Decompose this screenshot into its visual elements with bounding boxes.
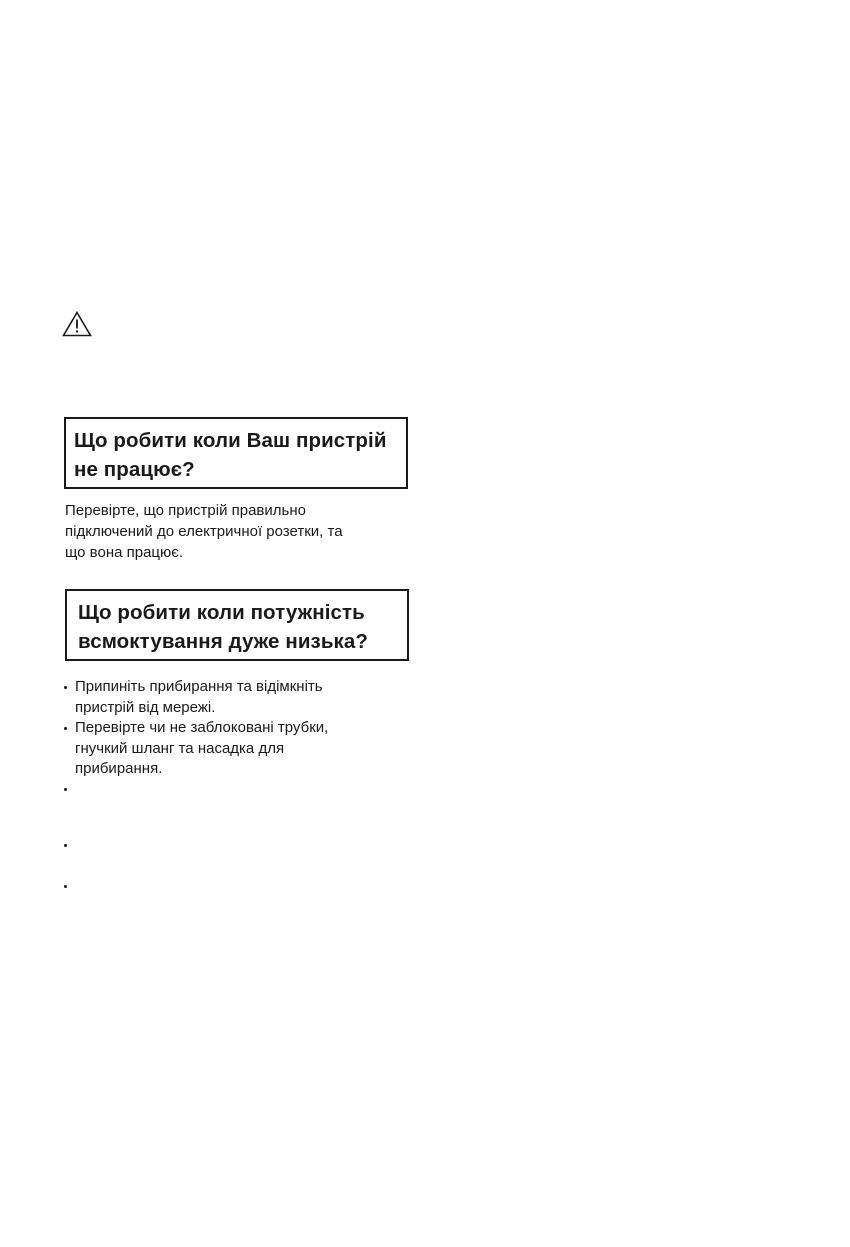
bullet-line: пристрій від мережі. — [75, 698, 216, 716]
section-heading-not-working — [64, 417, 408, 489]
bullet-line: гнучкий шланг та насадка для — [75, 739, 285, 757]
section-heading-low-suction — [65, 589, 409, 661]
list-item — [60, 677, 410, 718]
bullet-dot-icon — [64, 788, 67, 791]
low-suction-bullet-list — [60, 677, 410, 780]
paragraph-line: підключений до електричної розетки, та — [65, 523, 343, 540]
bullet-line: Перевірте чи не заблоковані трубки, — [75, 719, 329, 736]
heading-line: не працює? — [74, 458, 195, 481]
bullet-line: Припиніть прибирання та відімкніть — [75, 678, 323, 695]
bullet-dot-icon — [64, 686, 67, 689]
bullet-line: прибирання. — [75, 760, 163, 777]
bullet-dot-icon — [64, 885, 67, 888]
heading-line: всмоктування дуже низька? — [78, 630, 369, 653]
bullet-dot-icon — [64, 727, 67, 730]
list-item — [60, 718, 410, 780]
bullet-dot-icon — [64, 844, 67, 847]
heading-line: Що робити коли Ваш пристрій — [74, 429, 387, 452]
paragraph-line: що вона працює. — [65, 544, 184, 561]
paragraph-line: Перевірте, що пристрій правильно — [65, 502, 306, 519]
warning-triangle-icon — [62, 311, 92, 337]
check-power-paragraph — [65, 500, 405, 563]
heading-line: Що робити коли потужність — [78, 601, 365, 624]
